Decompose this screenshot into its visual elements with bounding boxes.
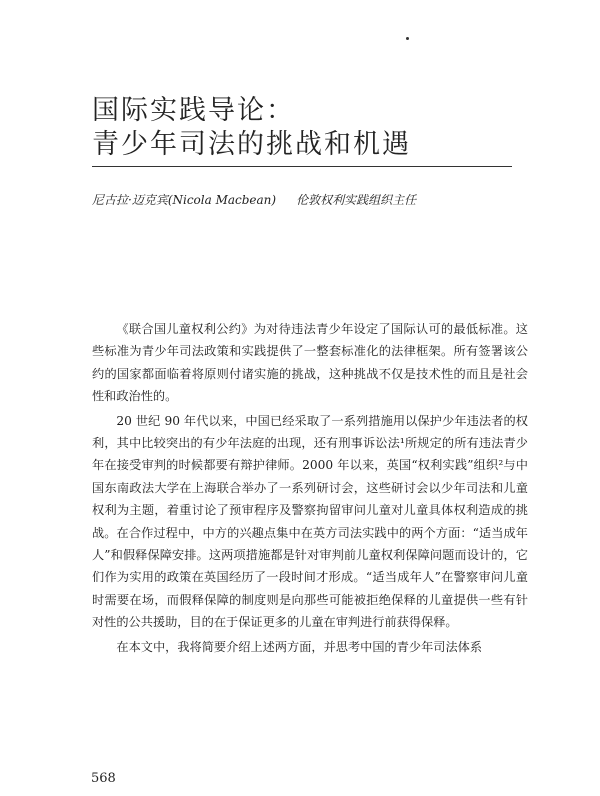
title-line-1: 国际实践导论： bbox=[92, 95, 295, 126]
title-line-2: 青少年司法的挑战和机遇 bbox=[92, 129, 411, 160]
byline bbox=[92, 191, 532, 209]
scan-speck bbox=[406, 37, 409, 40]
author-name: 尼古拉·迈克宾(Nicola Macbean) bbox=[92, 193, 277, 207]
paragraph: 在本文中，我将简要介绍上述两方面，并思考中国的青少年司法体系 bbox=[116, 639, 483, 654]
paragraph: 《联合国儿童权利公约》为对待违法青少年设定了国际认可的最低标准。这些标准为青少年司法政策和实践提供了一整套标准化的法律框架。所有签署该公约的国家都面临着将原则付诸实施的挑战，这种挑战不仅是技术性的而且是社会性和政治性的。 bbox=[92, 322, 528, 404]
article-body bbox=[92, 318, 528, 660]
title-divider bbox=[92, 166, 512, 167]
paragraph: 20 世纪 90 年代以来，中国已经采取了一系列措施用以保护少年违法者的权利，其中比较突出的有少年法庭的出现，还有刑事诉讼法¹所规定的所有违法青少年在接受审判的时候都要有辩护律师。2000 年以来，英国“权利实践”组织²与中国东南政法大学在上海联合举办了一系列研讨会，这些研讨会以少年司法和儿童权利为主题，着重讨论了预审程序及警察拘留审问儿童对儿童具体权利造成的挑战。在合作过程中，中方的兴趣点集中在英方司法实践中的两个方面：“适当成年人”和假释保障安排。这两项措施都是针对审判前儿童权利保障问题而设计的，它们作为实用的政策在英国经历了一段时间才形成。“适当成年人”在警察审问儿童时需要在场，而假释保障的制度则是向那些可能被拒绝保释的儿童提供一些有针对性的公共援助，目的在于保证更多的儿童在审判进行前获得保释。 bbox=[92, 413, 528, 630]
page-number: 568 bbox=[91, 771, 116, 786]
article-title bbox=[92, 94, 532, 162]
author-affiliation: 伦敦权利实践组织主任 bbox=[296, 193, 417, 207]
